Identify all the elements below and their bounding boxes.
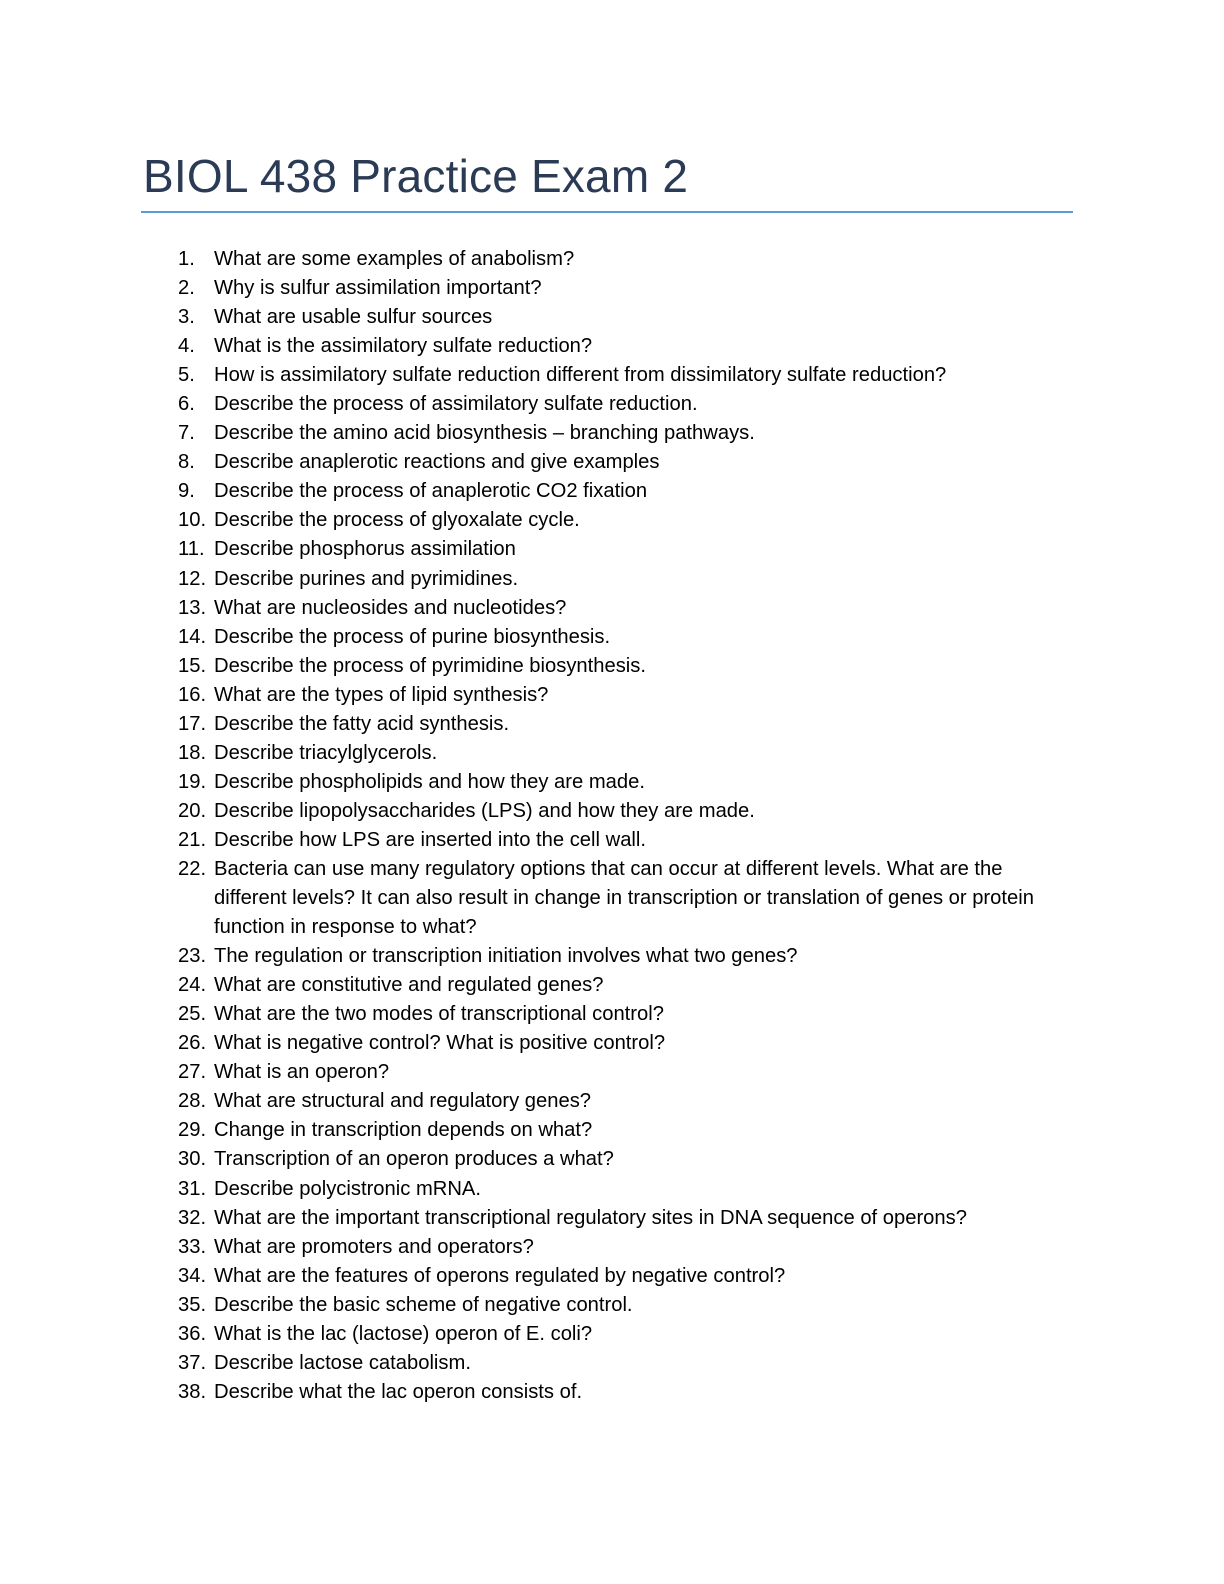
question-text: Describe the process of assimilatory sulfate reduction. [214, 393, 698, 416]
question-text: What is an operon? [214, 1061, 390, 1084]
question-text: Describe how LPS are inserted into the cell wall. [214, 828, 647, 851]
question-item [0, 1058, 1054, 1087]
question-number: 28. [178, 1090, 207, 1113]
question-number: 22. [178, 857, 207, 880]
question-number: 37. [178, 1351, 207, 1374]
question-item [0, 1204, 1054, 1233]
title-underline [141, 211, 1073, 213]
question-item [0, 565, 1054, 594]
question-number: 20. [178, 799, 207, 822]
question-number: 17. [178, 712, 207, 735]
question-item [0, 594, 1054, 623]
question-item [0, 1145, 1054, 1174]
question-item [0, 652, 1054, 681]
question-item [0, 332, 1054, 361]
question-item [0, 1087, 1054, 1116]
question-text: What are the features of operons regulated by negative control? [214, 1264, 786, 1287]
question-item [0, 1116, 1054, 1145]
question-text: The regulation or transcription initiation involves what two genes? [214, 945, 798, 968]
question-number: 11. [178, 538, 205, 561]
question-number: 4. [178, 335, 195, 358]
question-item [0, 419, 1054, 448]
question-text: What are structural and regulatory genes? [214, 1090, 592, 1113]
question-text: What are constitutive and regulated genes? [214, 974, 604, 997]
question-number: 12. [178, 567, 207, 590]
question-text: Describe the process of glyoxalate cycle. [214, 509, 580, 532]
question-item [0, 971, 1054, 1000]
question-item [0, 768, 1054, 797]
question-number: 2. [178, 277, 195, 300]
question-item [0, 1378, 1054, 1407]
question-number: 5. [178, 364, 195, 387]
question-text: Describe the process of purine biosynthesis. [214, 625, 611, 648]
question-text: What is negative control? What is positive control? [214, 1032, 666, 1055]
page-title: BIOL 438 Practice Exam 2 [143, 150, 689, 202]
question-text: Describe the basic scheme of negative control. [214, 1293, 633, 1316]
question-text: Why is sulfur assimilation important? [214, 277, 542, 300]
question-number: 26. [178, 1032, 207, 1055]
question-text: Describe lactose catabolism. [214, 1351, 471, 1374]
question-number: 34. [178, 1264, 207, 1287]
question-text: What is the assimilatory sulfate reduction? [214, 335, 593, 358]
question-text: Describe the process of pyrimidine biosynthesis. [214, 654, 646, 677]
question-number: 18. [178, 741, 207, 764]
question-item [0, 1262, 1054, 1291]
question-item [0, 1291, 1054, 1320]
question-text: Describe triacylglycerols. [214, 741, 438, 764]
question-number: 16. [178, 683, 207, 706]
question-number: 33. [178, 1235, 207, 1258]
question-text: What is the lac (lactose) operon of E. coli? [214, 1322, 593, 1345]
question-number: 21. [178, 828, 207, 851]
question-text: What are the types of lipid synthesis? [214, 683, 549, 706]
question-list [0, 245, 1224, 1407]
question-number: 30. [178, 1148, 207, 1171]
question-item [0, 942, 1054, 971]
question-number: 32. [178, 1206, 207, 1229]
question-item [0, 361, 1054, 390]
question-item [0, 506, 1054, 535]
question-text: Change in transcription depends on what? [214, 1119, 593, 1142]
question-text: Describe anaplerotic reactions and give examples [214, 451, 660, 474]
question-number: 13. [178, 596, 207, 619]
question-number: 29. [178, 1119, 207, 1142]
question-item [0, 739, 1054, 768]
question-item [0, 245, 1054, 274]
question-number: 9. [178, 480, 195, 503]
question-item [0, 797, 1054, 826]
question-text: Describe phosphorus assimilation [214, 538, 516, 561]
question-item [0, 1000, 1054, 1029]
question-item [0, 710, 1054, 739]
question-item [0, 477, 1054, 506]
question-number: 25. [178, 1003, 207, 1026]
question-item [0, 274, 1054, 303]
question-number: 23. [178, 945, 207, 968]
question-text: Describe phospholipids and how they are made. [214, 770, 645, 793]
question-text: Describe the amino acid biosynthesis – branching pathways. [214, 422, 755, 445]
question-number: 24. [178, 974, 207, 997]
question-item [0, 1233, 1054, 1262]
question-number: 14. [178, 625, 207, 648]
question-item [0, 1320, 1054, 1349]
question-text: Transcription of an operon produces a what? [214, 1148, 614, 1171]
question-number: 15. [178, 654, 207, 677]
question-number: 35. [178, 1293, 207, 1316]
question-item [0, 1349, 1054, 1378]
question-item [0, 1175, 1054, 1204]
question-item [0, 855, 1054, 942]
question-text: What are the important transcriptional regulatory sites in DNA sequence of operons? [214, 1206, 967, 1229]
question-text: What are nucleosides and nucleotides? [214, 596, 567, 619]
question-number: 3. [178, 306, 195, 329]
question-text: Describe the fatty acid synthesis. [214, 712, 510, 735]
question-text: How is assimilatory sulfate reduction different from dissimilatory sulfate reduction? [214, 364, 947, 387]
question-item [0, 681, 1054, 710]
question-text: What are promoters and operators? [214, 1235, 534, 1258]
question-text: What are some examples of anabolism? [214, 248, 575, 270]
question-text: Describe purines and pyrimidines. [214, 567, 519, 590]
question-item [0, 303, 1054, 332]
question-text: What are the two modes of transcriptional control? [214, 1003, 664, 1026]
question-text: What are usable sulfur sources [214, 306, 493, 329]
question-number: 38. [178, 1380, 207, 1403]
question-number: 7. [178, 422, 195, 445]
question-number: 27. [178, 1061, 207, 1084]
question-item [0, 826, 1054, 855]
question-number: 8. [178, 451, 195, 474]
question-text: Describe the process of anaplerotic CO2 fixation [214, 480, 648, 503]
question-item [0, 448, 1054, 477]
question-number: 10. [178, 509, 207, 532]
question-item [0, 390, 1054, 419]
question-item [0, 1029, 1054, 1058]
question-number: 31. [178, 1177, 207, 1200]
question-number: 6. [178, 393, 195, 416]
question-text: Describe what the lac operon consists of. [214, 1380, 583, 1403]
question-number: 36. [178, 1322, 207, 1345]
question-item [0, 623, 1054, 652]
question-item [0, 535, 1054, 564]
question-text: Describe lipopolysaccharides (LPS) and how they are made. [214, 799, 755, 822]
question-number: 1. [178, 248, 195, 270]
question-number: 19. [178, 770, 207, 793]
question-text: Bacteria can use many regulatory options that can occur at different levels. What are the different levels? It can also result in change in transcription or translation of genes or protein function in response to what? [214, 857, 1034, 939]
question-text: Describe polycistronic mRNA. [214, 1177, 481, 1200]
